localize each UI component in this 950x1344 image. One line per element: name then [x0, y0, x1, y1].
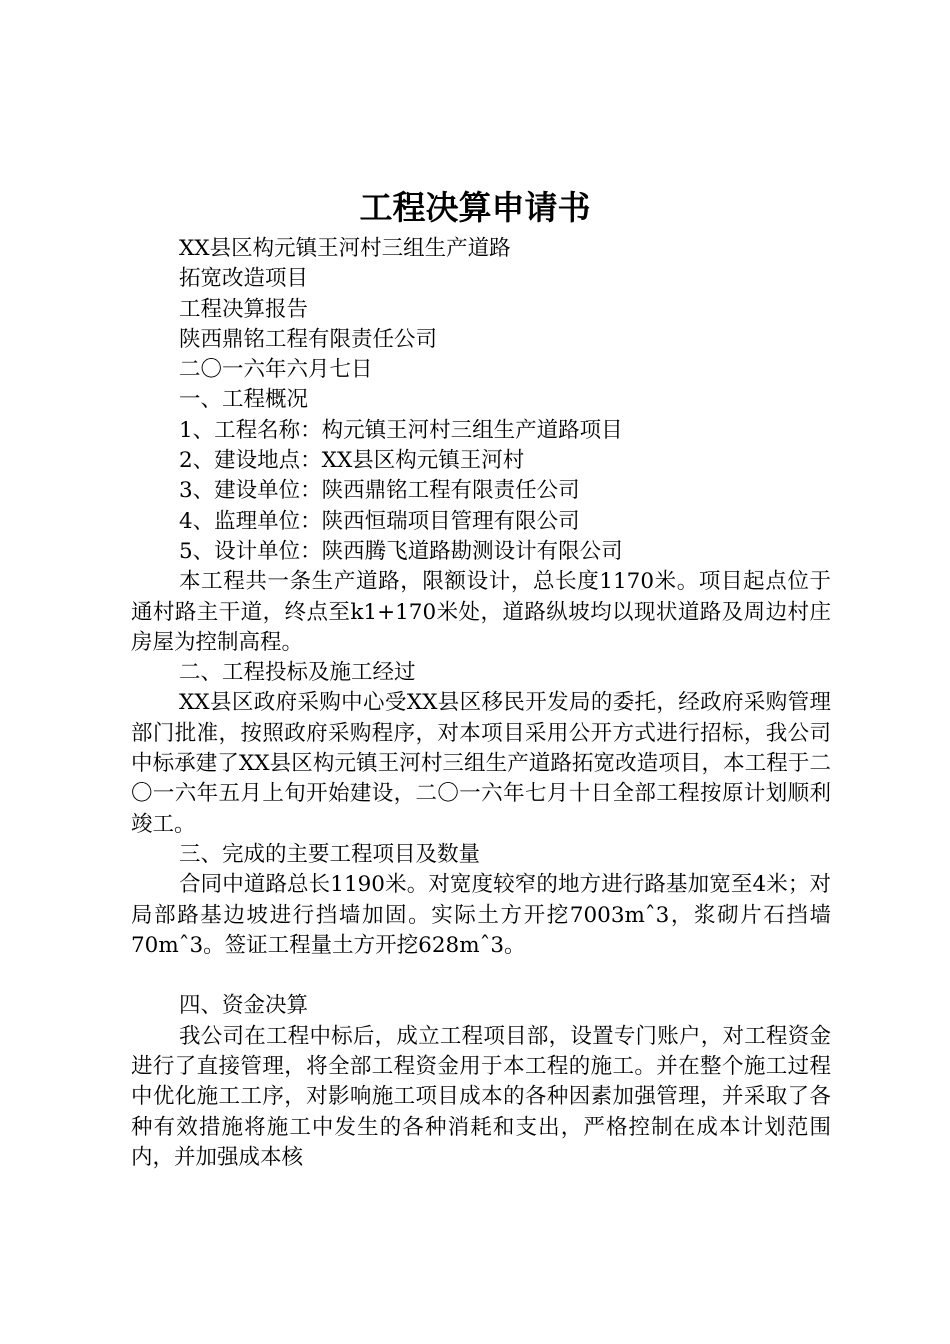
cover-line-date: 二〇一六年六月七日: [179, 357, 373, 383]
funds-paragraph: 我公司在工程中标后，成立工程项目部，设置专门账户，对工程资金进行了直接管理，将全部工程资金用于本工程的施工。并在整个施工过程中优化施工工序，对影响施工项目成本的各种因素加强管理，并采取了各种有效措施将施工中发生的各种消耗和支出，严格控制在成本计划范围内，并加强成本核: [131, 1023, 831, 1170]
blank-line: [131, 961, 831, 991]
section-heading-quantities: 三、完成的主要工程项目及数量: [179, 841, 481, 867]
document-title: 工程决算申请书: [359, 188, 591, 227]
cover-line-report: 工程决算报告: [179, 296, 309, 322]
overview-paragraph: 本工程共一条生产道路，限额设计，总长度1170米。项目起点位于通村路主干道，终点至k1+170米处，道路纵坡均以现状道路及周边村庄房屋为控制高程。: [131, 569, 831, 655]
section-heading-funds: 四、资金决算: [179, 993, 309, 1019]
overview-item-builder: 3、建设单位：陕西鼎铭工程有限责任公司: [179, 478, 580, 504]
section-heading-overview: 一、工程概况: [179, 387, 309, 413]
overview-item-name: 1、工程名称：构元镇王河村三组生产道路项目: [179, 417, 623, 443]
section-heading-bidding: 二、工程投标及施工经过: [179, 660, 416, 686]
quantities-paragraph: 合同中道路总长1190米。对宽度较窄的地方进行路基加宽至4米；对局部路基边坡进行挡墙加固。实际土方开挖7003mˆ3，浆砌片石挡墙70mˆ3。签证工程量土方开挖628mˆ3。: [131, 872, 831, 958]
overview-item-designer: 5、设计单位：陕西腾飞道路勘测设计有限公司: [179, 538, 623, 564]
overview-item-location: 2、建设地点：XX县区构元镇王河村: [179, 448, 525, 474]
overview-item-supervisor: 4、监理单位：陕西恒瑞项目管理有限公司: [179, 508, 580, 534]
cover-line-project-cont: 拓宽改造项目: [179, 266, 309, 292]
cover-line-company: 陕西鼎铭工程有限责任公司: [179, 326, 438, 352]
cover-line-project: XX县区构元镇王河村三组生产道路: [179, 236, 511, 261]
bidding-paragraph: XX县区政府采购中心受XX县区移民开发局的委托，经政府采购管理部门批准，按照政府采购程序，对本项目采用公开方式进行招标，我公司中标承建了XX县区构元镇王河村三组生产道路拓宽改造项目，本工程于二〇一六年五月上旬开始建设，二〇一六年七月十日全部工程按原计划顺利竣工。: [131, 690, 831, 837]
document-body: [131, 234, 831, 1173]
